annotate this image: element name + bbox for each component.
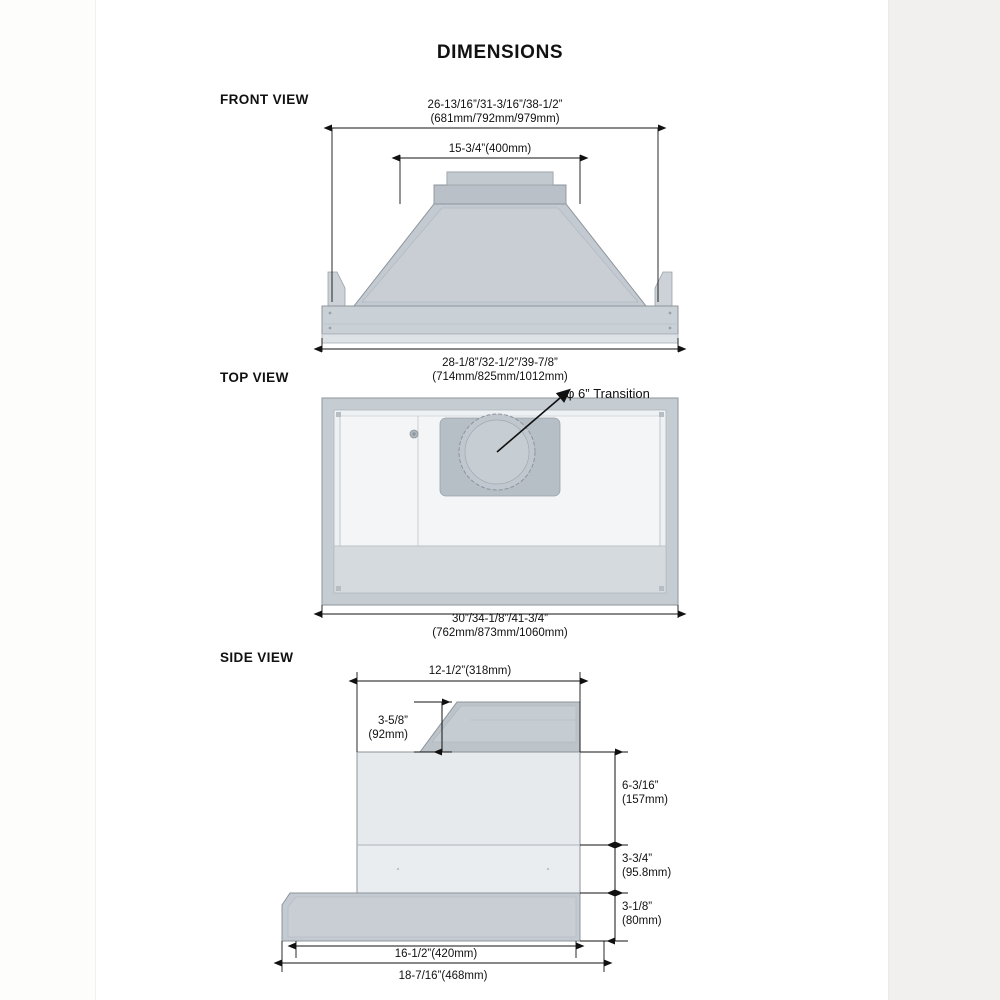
side-lower-body-dimension [580,845,671,893]
side-flange-height-dimension [580,893,662,941]
top-view-geometry [322,398,678,605]
side-chimney-height-mm: (92mm) [368,729,408,741]
side-bottom-inner-text: 16-1/2”(420mm) [394,948,478,960]
front-chimney-width-text: 15-3/4”(400mm) [448,143,532,155]
page-title: DIMENSIONS [436,42,564,63]
side-top-depth-text: 12-1/2”(318mm) [428,665,512,677]
front-top-width-mm: (681mm/792mm/979mm) [430,113,560,125]
front-bottom-width-mm: (714mm/825mm/1012mm) [432,371,568,383]
side-bottom-outer-text: 18-7/16”(468mm) [398,970,488,982]
side-upper-body-mm: (157mm) [622,794,669,806]
front-top-width-inches: 26-13/16”/31-3/16”/38-1/2” [427,99,563,111]
side-upper-body-dimension [580,752,668,845]
front-view-geometry [322,172,678,343]
top-width-inches: 30”/34-1/8”/41-3/4” [452,613,548,625]
front-bottom-width-dimension [322,338,678,383]
side-view-geometry [282,702,580,941]
side-bottom-inner-dimension [296,941,576,960]
top-width-mm: (762mm/873mm/1060mm) [432,627,568,639]
side-chimney-height-inches: 3-5/8” [377,715,408,727]
side-flange-height-mm: (80mm) [622,915,662,927]
top-view-width-dimension [322,605,678,639]
side-flange-height-inches: 3-1/8” [622,901,653,913]
front-bottom-width-inches: 28-1/8”/32-1/2”/39-7/8” [442,357,558,369]
front-view-label: FRONT VIEW [220,92,309,107]
side-lower-body-mm: (95.8mm) [622,867,672,879]
transition-callout-text: φ 6” Transition [566,386,650,401]
top-view-label: TOP VIEW [220,370,289,385]
side-view-label: SIDE VIEW [220,650,294,665]
side-lower-body-inches: 3-3/4” [622,853,653,865]
side-upper-body-inches: 6-3/16” [622,780,659,792]
